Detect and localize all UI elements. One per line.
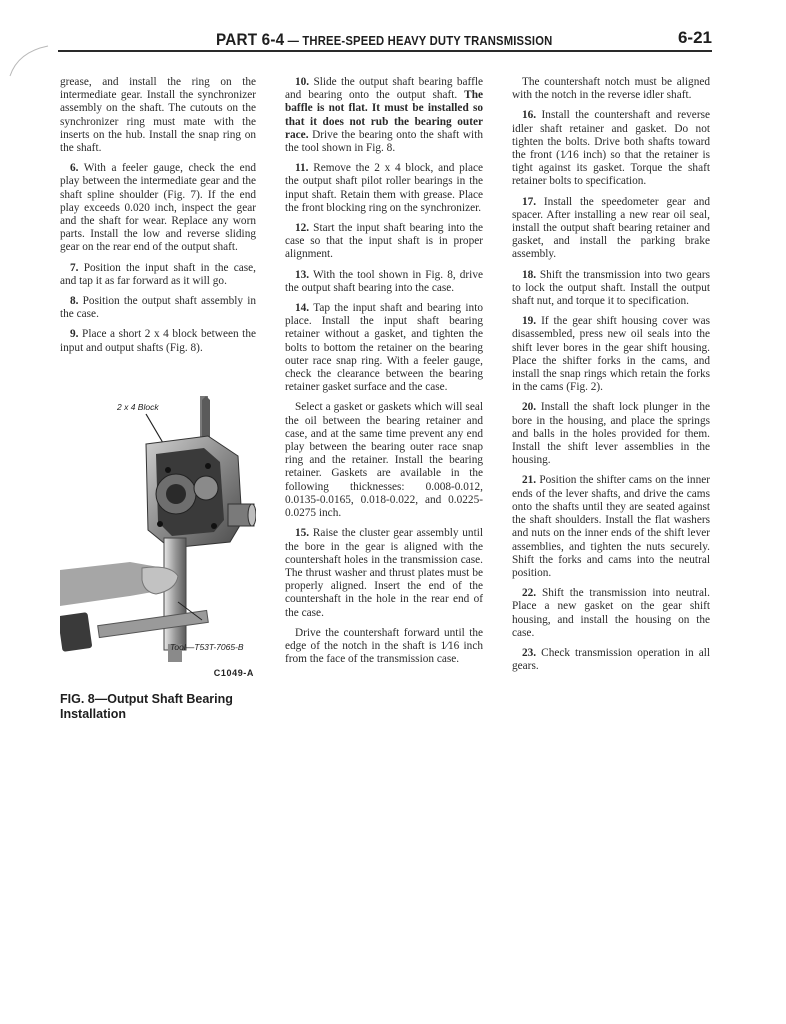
- step-text: Drive the bearing onto the shaft with the tool shown in Fig. 8.: [285, 128, 483, 155]
- step-number: 10.: [295, 76, 310, 88]
- step-number: 15.: [295, 527, 310, 540]
- step-text: Install the countershaft and reverse idler shaft retainer and gasket. Do not tighten the bolts. Drive both shafts toward the front (1⁄16 inch) so that the retainer is tight against its gasket. Torque the shaft retainer bolts to specification.: [512, 109, 710, 188]
- step-22: [512, 587, 710, 640]
- step-number: 23.: [522, 646, 537, 659]
- step-text: Shift the transmission into two gears to lock the output shaft. Install the output shaft nut, and torque it to specification.: [512, 268, 710, 308]
- header-rule: [58, 50, 712, 52]
- step-18: [512, 269, 710, 309]
- step-10: [285, 76, 483, 155]
- step-text: Start the input shaft bearing into the case so that the input shaft is in proper alignment.: [285, 222, 483, 261]
- step-23: [512, 647, 710, 673]
- step-text: Raise the cluster gear assembly until the bore in the gear is aligned with the countershaft holes in the transmission case. The thrust washer and thrust plates must be properly aligned. Insert the end of the countershaft in the hole in the rear end of the case.: [285, 527, 483, 619]
- step-text: Slide the output shaft bearing baffle and bearing onto the output shaft.: [285, 76, 483, 102]
- step-text: Position the input shaft in the case, and tap it as far forward as it will go.: [60, 261, 256, 287]
- step-number: 9.: [70, 328, 79, 341]
- step-number: 6.: [70, 162, 79, 175]
- step-13: [285, 269, 483, 295]
- step-8: [60, 295, 256, 321]
- step-text: Shift the transmission into neutral. Place a new gasket on the gear shift housing, and install the housing on the case.: [512, 587, 710, 639]
- page-title-part: PART 6-4: [216, 30, 285, 49]
- paragraph-continued: grease, and install the ring on the intermediate gear. Install the synchronizer assembly on the shaft. The cutouts on the synchronizer ring must mate with the inserts on the hub. Install the snap ring on the shaft.: [60, 76, 256, 155]
- step-15: [285, 527, 483, 619]
- text-column-2: [285, 76, 483, 673]
- step-text: Install the speedometer gear and spacer. After installing a new rear oil seal, install the output shaft bearing retainer and gasket, and install the parking brake assembly.: [512, 195, 710, 261]
- step-number: 14.: [295, 302, 310, 315]
- page-number: 6-21: [677, 28, 712, 47]
- step-12: [285, 222, 483, 262]
- callout-2x4-block: 2 x 4 Block: [117, 402, 159, 412]
- paragraph-drive-countershaft: Drive the countershaft forward until the edge of the notch in the shaft is 1⁄16 inch from the face of the transmission case.: [285, 626, 483, 666]
- step-text: Install the shaft lock plunger in the bore in the housing, and place the springs and balls in the holes provided for them. Install the shift lever assemblies in the housing.: [512, 401, 710, 467]
- page-header: [58, 28, 712, 52]
- step-text: With a feeler gauge, check the end play between the intermediate gear and the shaft spline shoulder (Fig. 7). If the end play exceeds 0.020 inch, inspect the gear and the shaft for wear. Replace any worn parts. Install the low and reverse sliding gear on the rear end of the output shaft.: [60, 162, 256, 254]
- step-16: [512, 109, 710, 188]
- step-7: [60, 262, 256, 288]
- paragraph-gasket: Select a gasket or gaskets which will seal the oil between the bearing retainer and case, and at the same time prevent any end play between the bearing outer race snap ring and the retainer. Install the bearing retainer. Gaskets are available in the following thicknesses: 0.008-0.012, 0.0135-0.0165, 0.018-0.022, and 0.0225-0.0275 inch.: [285, 401, 483, 520]
- figure-code: C1049-A: [213, 668, 254, 678]
- step-number: 12.: [295, 222, 310, 235]
- page-corner-mark: [8, 18, 50, 78]
- paragraph-notch: The countershaft notch must be aligned with the notch in the reverse idler shaft.: [512, 76, 710, 102]
- step-text: Position the shifter cams on the inner ends of the lever shafts, and drive the cams onto the shafts until they are seated against the shaft shoulders. Install the flat washers and nuts on the inner ends of the shift lever assemblies, and tighten the nuts securely. Shift the forks and cams into the neutral position.: [512, 474, 710, 579]
- step-number: 22.: [522, 587, 537, 600]
- step-14: [285, 302, 483, 394]
- step-number: 21.: [522, 474, 537, 487]
- step-number: 20.: [522, 401, 537, 414]
- step-number: 16.: [522, 109, 537, 122]
- callout-tool: Tool—T53T-7065-B: [170, 642, 244, 652]
- text-column-3: [512, 76, 710, 680]
- step-number: 17.: [522, 195, 537, 208]
- step-number: 8.: [70, 295, 79, 308]
- step-text: If the gear shift housing cover was disassembled, press new oil seals into the shift lever bores in the gear shift housing. Place the shifter forks in the cams, and install the snap rings which retain the forks in the cams (Fig. 2).: [512, 315, 710, 394]
- text-column-1: [60, 76, 256, 362]
- step-text: With the tool shown in Fig. 8, drive the output shaft bearing into the case.: [285, 268, 483, 294]
- step-number: 19.: [522, 315, 537, 328]
- step-text: Position the output shaft assembly in the case.: [60, 295, 256, 321]
- figure-8: [60, 392, 256, 692]
- step-6: [60, 162, 256, 254]
- step-text: Tap the input shaft and bearing into place. Install the input shaft bearing retainer without a gasket, and tighten the bolts to bottom the retainer on the bearing outer race snap ring. With a feeler gauge, check the clearance between the bearing retainer gasket surface and the case.: [285, 302, 483, 394]
- transmission-photo: [60, 392, 256, 662]
- step-20: [512, 401, 710, 467]
- step-text: Remove the 2 x 4 block, and place the output shaft pilot roller bearings in the input shaft. Retain them with grease. Place the front blocking ring on the synchronizer.: [285, 162, 483, 214]
- figure-caption: FIG. 8—Output Shaft Bearing Installation: [60, 692, 233, 721]
- step-number: 13.: [295, 268, 310, 281]
- page-title-subject: — THREE-SPEED HEAVY DUTY TRANSMISSION: [284, 34, 553, 48]
- step-text: Check transmission operation in all gears.: [512, 646, 710, 673]
- page-title: [216, 30, 552, 50]
- step-warning: The baffle is not flat. It must be installed so that it does not rub the bearing outer race.: [285, 89, 483, 141]
- step-number: 18.: [522, 268, 537, 281]
- step-number: 11.: [295, 162, 309, 175]
- step-text: Place a short 2 x 4 block between the input and output shafts (Fig. 8).: [60, 328, 256, 354]
- step-17: [512, 196, 710, 262]
- step-21: [512, 474, 710, 580]
- step-19: [512, 315, 710, 394]
- step-9: [60, 328, 256, 354]
- step-number: 7.: [70, 261, 79, 274]
- step-11: [285, 162, 483, 215]
